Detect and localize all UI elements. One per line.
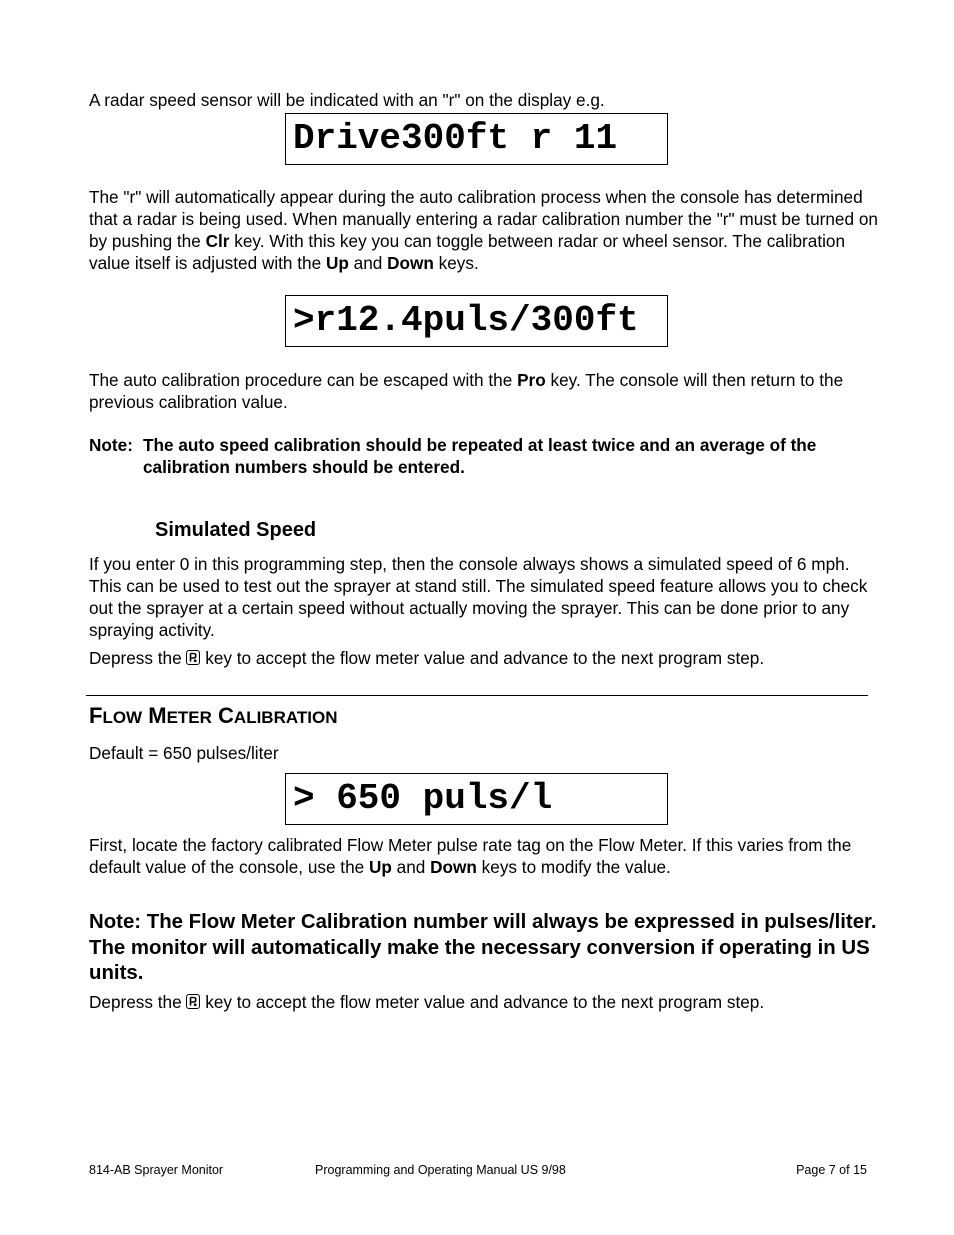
text: and xyxy=(348,253,388,273)
text: Depress the xyxy=(89,648,187,668)
text: Depress the xyxy=(89,992,187,1012)
display-radar-calibration: >r12.4puls/300ft xyxy=(285,295,668,347)
footer-page-number: Page 7 of 15 xyxy=(796,1163,867,1177)
section-divider xyxy=(86,695,868,696)
program-key-icon xyxy=(186,650,200,665)
clr-key-label: Clr xyxy=(205,231,230,251)
simulated-speed-paragraph: If you enter 0 in this programming step, then the console always shows a simulated speed of 6 mph. This can be used to test out the sprayer at stand still. The simulated speed feature allows you to check out the sprayer at a certain speed without actually moving the sprayer. This can be done prior to any spraying activity. xyxy=(89,554,868,640)
flow-meter-heading xyxy=(89,703,337,731)
text: The auto calibration procedure can be escaped with the xyxy=(89,370,518,390)
up-key-label: Up xyxy=(368,857,392,877)
text: keys. xyxy=(433,253,479,273)
flow-meter-note: Note: The Flow Meter Calibration number will always be expressed in pulses/liter. The monitor will automatically make the necessary conversion if operating in US units. xyxy=(89,911,877,984)
heading-cap: F xyxy=(89,703,103,728)
text: First, locate the factory calibrated Flow Meter pulse rate tag on the Flow Meter. If this varies from the default value of the console, use the xyxy=(89,835,852,877)
depress-program-key-text xyxy=(89,647,879,669)
display-drive-300ft: Drive300ft r 11 xyxy=(285,113,668,165)
heading-cap: M xyxy=(148,703,167,728)
flow-meter-paragraph xyxy=(89,834,879,878)
heading-rest: ALIBRATION xyxy=(233,708,338,727)
down-key-label: Down xyxy=(387,253,434,273)
text: and xyxy=(391,857,431,877)
down-key-label: Down xyxy=(430,857,477,877)
pro-key-label: Pro xyxy=(517,370,546,390)
escape-paragraph xyxy=(89,369,879,413)
text: key to accept the flow meter value and advance to the next program step. xyxy=(200,648,765,668)
heading-rest: ETER xyxy=(166,708,212,727)
text: key to accept the flow meter value and advance to the next program step. xyxy=(200,992,765,1012)
heading-rest: LOW xyxy=(102,708,143,727)
heading-cap: C xyxy=(218,703,234,728)
default-value-text: Default = 650 pulses/liter xyxy=(89,743,279,763)
text: key. The console will then return to the previous calibration value. xyxy=(89,370,844,412)
text: key. With this key you can toggle between radar or wheel sensor. The calibration value itself is adjusted with the xyxy=(89,231,846,273)
note-label: Note: xyxy=(89,435,133,455)
program-key-icon xyxy=(186,994,200,1009)
footer-left: 814-AB Sprayer Monitor xyxy=(89,1163,224,1177)
radar-r-paragraph xyxy=(89,186,879,274)
text: keys to modify the value. xyxy=(476,857,671,877)
note-text: The auto speed calibration should be repeated at least twice and an average of the calibration numbers should be entered. xyxy=(143,435,817,477)
text: The "r" will automatically appear during the auto calibration process when the console has determined that a radar is being used. When manually entering a radar calibration number the "r" must be turned on by pushing the xyxy=(89,187,878,251)
radar-intro-text: A radar speed sensor will be indicated with an "r" on the display e.g. xyxy=(89,90,605,110)
display-flow-meter: > 650 puls/l xyxy=(285,773,668,825)
footer-center: Programming and Operating Manual US 9/98 xyxy=(315,1163,566,1177)
simulated-speed-heading: Simulated Speed xyxy=(155,519,317,541)
up-key-label: Up xyxy=(325,253,349,273)
depress-program-key-text xyxy=(89,991,879,1013)
